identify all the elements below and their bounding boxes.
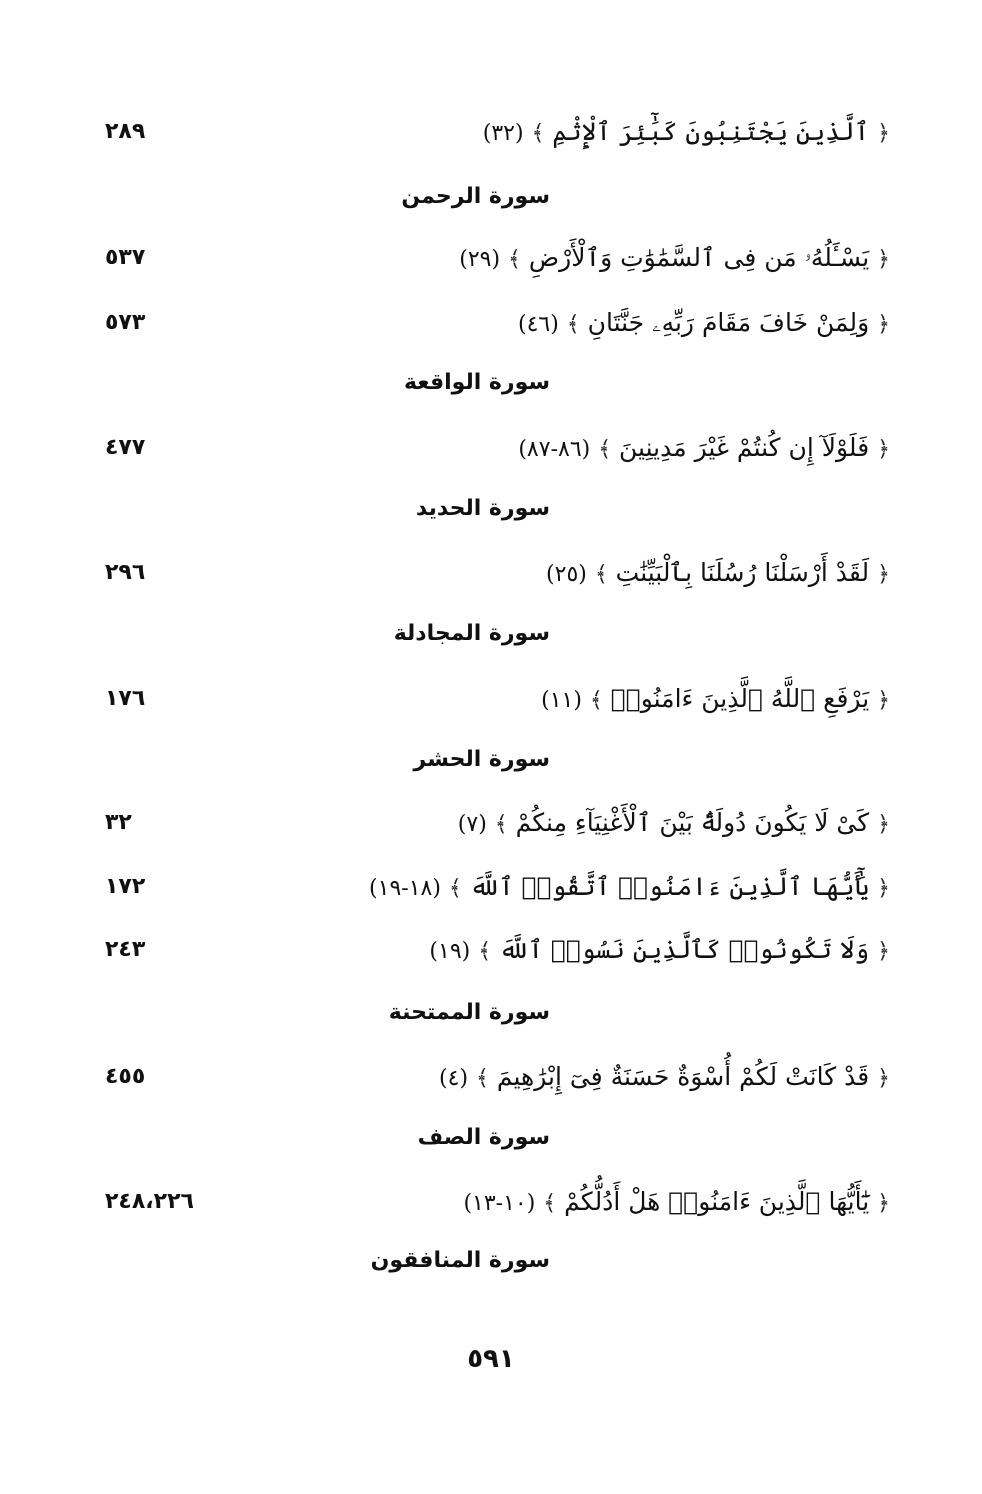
page-reference: ٥٧٣ [105,310,146,335]
verse-text [546,553,890,595]
verse-quote: قَدْ كَانَتْ لَكُمْ أُسْوَةٌ حَسَنَةٌ فِىٓ إِبْرَٰهِيمَ [496,1062,870,1091]
verse-quote: يَٰٓأَيُّهَا ٱلَّذِينَ ءَامَنُوا۟ ٱتَّقُوا۟ ٱللَّهَ [469,872,870,901]
surah-heading [0,363,982,403]
verse-number: (١٠-١٣) [463,1191,536,1216]
verse-quote: يَٰٓأَيُّهَا ٱلَّذِينَ ءَامَنُوا۟ هَلْ أَدُلُّكُمْ [564,1187,870,1216]
verse-number: (٢٩) [459,247,501,272]
verse-number: (٤) [439,1066,469,1091]
page-reference: ٤٧٧ [105,435,146,460]
surah-heading-text: سورة الممتحنة [388,1000,550,1025]
verse-close-bracket: ﴾ [448,876,462,901]
verse-open-bracket: ﴿ [877,939,890,964]
verse-open-bracket: ﴿ [877,688,890,713]
verse-quote: لَقَدْ أَرْسَلْنَا رُسُلَنَا بِٱلْبَيِّنَٰتِ [615,558,870,587]
verse-entry [80,238,890,278]
verse-open-bracket: ﴿ [877,121,890,146]
verse-number: (٤٦) [517,312,559,337]
verse-entry [80,930,890,970]
page-reference: ٢٨٩ [105,119,146,144]
verse-number: (١٨-١٩) [369,876,441,901]
verse-quote: يَسْـَٔلُهُۥ مَن فِى ٱلسَّمَٰوَٰتِ وَٱلْأَرْضِ [528,243,870,272]
verse-entry [80,679,890,719]
verse-close-bracket: ﴾ [598,437,612,462]
verse-entry [80,1182,890,1222]
verse-close-bracket: ﴾ [566,312,580,337]
verse-entry [80,867,890,907]
surah-heading [0,993,982,1033]
verse-close-bracket: ﴾ [508,247,521,272]
verse-text [458,803,890,845]
verse-quote: وَلَا تَكُونُوا۟ كَٱلَّذِينَ نَسُوا۟ ٱللَّهَ [499,935,870,964]
page-reference: ٣٢ [105,810,132,835]
verse-open-bracket: ﴿ [877,437,890,462]
verse-text [518,303,890,345]
verse-text [483,112,890,154]
verse-close-bracket: ﴾ [543,1191,557,1216]
surah-heading-text: سورة الحشر [413,747,550,772]
surah-heading [0,740,982,780]
page-reference: ٢٤٣ [105,937,146,962]
verse-number: (١١) [541,688,582,713]
surah-heading [0,614,982,654]
verse-number: (٧) [457,812,487,837]
verse-text [459,238,890,280]
verse-number: (٣٢) [482,121,524,146]
verse-open-bracket: ﴿ [877,247,890,272]
page-reference: ٢٩٦ [105,560,146,585]
page-reference: ٢٤٨،٢٢٦ [105,1189,194,1214]
surah-heading [0,1241,982,1281]
verse-quote: كَىْ لَا يَكُونَ دُولَةًۢ بَيْنَ ٱلْأَغْنِيَآءِ مِنكُمْ [515,808,870,837]
verse-number: (٨٦-٨٧) [518,437,591,462]
verse-close-bracket: ﴾ [594,562,608,587]
verse-quote: وَلِمَنْ خَافَ مَقَامَ رَبِّهِۦ جَنَّتَانِ [587,308,870,337]
verse-open-bracket: ﴿ [877,312,890,337]
page-reference: ٥٣٧ [105,245,146,270]
verse-quote: يَرْفَعِ ٱللَّهُ ٱلَّذِينَ ءَامَنُوا۟ [610,684,870,713]
page-reference: ١٧٦ [105,686,146,711]
verse-quote: فَلَوْلَآ إِن كُنتُمْ غَيْرَ مَدِينِينَ [619,433,870,462]
verse-text [518,428,890,470]
surah-heading-text: سورة الحديد [415,496,550,521]
verse-open-bracket: ﴿ [877,1066,890,1091]
verse-quote: ٱلَّذِينَ يَجْتَنِبُونَ كَبَٰٓئِرَ ٱلْإِثْمِ [552,117,870,146]
verse-open-bracket: ﴿ [877,876,890,901]
verse-open-bracket: ﴿ [877,562,890,587]
verse-close-bracket: ﴾ [494,812,508,837]
verse-number: (٢٥) [546,562,587,587]
verse-text [541,679,890,721]
verse-text [463,1182,890,1224]
surah-heading [0,489,982,529]
page-number: ٥٩١ [467,1344,515,1374]
verse-text [439,1057,890,1099]
verse-open-bracket: ﴿ [877,1191,890,1216]
page-reference: ٤٥٥ [105,1064,146,1089]
verse-entry [80,428,890,468]
verse-close-bracket: ﴾ [531,121,545,146]
surah-heading-text: سورة الرحمن [401,184,550,209]
surah-heading [0,177,982,217]
verse-close-bracket: ﴾ [478,939,492,964]
surah-heading-text: سورة المنافقون [370,1248,550,1273]
verse-number: (١٩) [429,939,471,964]
surah-heading [0,1118,982,1158]
verse-text [369,867,890,909]
verse-entry [80,553,890,593]
page-reference: ١٧٢ [105,874,146,899]
surah-heading-text: سورة الواقعة [403,370,550,395]
verse-close-bracket: ﴾ [589,688,603,713]
verse-text [429,930,890,972]
verse-open-bracket: ﴿ [877,812,890,837]
surah-heading-text: سورة الصف [417,1125,550,1150]
verse-close-bracket: ﴾ [476,1066,489,1091]
verse-entry [80,112,890,152]
verse-entry [80,1057,890,1097]
surah-heading-text: سورة المجادلة [393,621,550,646]
verse-entry [80,303,890,343]
verse-entry [80,803,890,843]
